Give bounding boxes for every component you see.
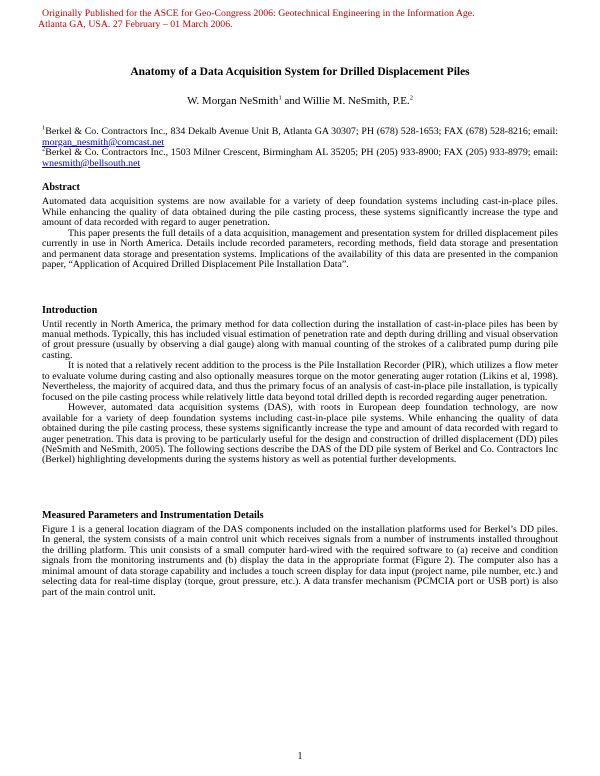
author-1-superscript: 1 (278, 94, 282, 102)
publication-notice-line2: Atlanta GA, USA. 27 February – 01 March 2006. (38, 19, 233, 30)
page-number: 1 (297, 751, 303, 762)
author-2-superscript: 2 (409, 94, 413, 102)
measured-parameters-paragraph-1: Figure 1 is a general location diagram of the DAS components included on the installation platforms used for Berkel’s DD piles. In general, the system consists of a main control unit which receives signals from a number of instruments installed throughout the drilling platform. This unit consists of a small computer hard-wired with the required software to (a) receive and condition signals from the monitoring instruments and (b) display the data in the appropriate format (Figure 2). The computer also has a minimal amount of data storage capability and includes a touch screen display for data input (project name, pile number, etc.) and selecting data for real-time display (torque, grout pressure, etc.). A data transfer mechanism (PCMCIA port or USB port) is also part of the main control unit. (42, 523, 558, 598)
introduction-paragraph-3: However, automated data acquisition systems (DAS), with roots in European deep foundation technology, are now available for a variety of deep foundation systems including cast-in-place pile systems. While enhancing the quality of data obtained during the pile casting process, these systems significantly increase the type and amount of data recorded with regard to auger penetration. This data is proving to be particularly useful for the design and construction of drilled displacement (DD) piles (NeSmith and NeSmith, 2005). The following sections describe the DAS of the DD pile system of Berkel and Co. Contractors Inc (Berkel) highlighting developments during the systems history as well as potential further developments. (42, 402, 558, 466)
affiliations-block (42, 124, 558, 169)
author-1: W. Morgan NeSmith (187, 95, 279, 107)
affiliation-2-superscript: 2 (42, 145, 46, 153)
affiliation-2-text: Berkel & Co. Contractors Inc., 1503 Milner Crescent, Birmingham AL 35205; PH (205) 933-8900; FAX (205) 933-8979; email: (45, 147, 558, 159)
introduction-paragraph-2: It is noted that a relatively recent addition to the process is the Pile Installation Recorder (PIR), which utilizes a flow meter to evaluate volume during casting and also optionally measures torque on the motor generating auger rotation (Likins et al, 1998). Nevertheless, the majority of acquired data, and thus the primary focus of an analysis of cast-in-place pile installation, is typically focused on the pile casting process while relatively little data beyond total drilled depth is recorded regarding auger penetration. (42, 360, 558, 403)
section-heading-introduction: Introduction (42, 304, 98, 316)
abstract-paragraph-1: Automated data acquisition systems are now available for a variety of deep foundation systems including cast-in-place piles. While enhancing the quality of data obtained during the pile casting process, these systems significantly increase the type and amount of data recorded with regard to auger penetration. (42, 196, 558, 229)
email-link-morgan[interactable]: morgan_nesmith@comcast.net (42, 136, 165, 148)
author-2: Willie M. NeSmith, P.E. (302, 95, 410, 107)
abstract-paragraph-2: This paper presents the full details of a data acquisition, management and presentation system for drilled displacement piles currently in use in North America. Details include recorded parameters, recording methods, field data storage and presentation and permanent data storage and presentation systems. Implications of the availability of this data are presented in the companion paper, “Application of Acquired Drilled Displacement Pile Installation Data”. (42, 227, 558, 271)
affiliation-1 (42, 124, 558, 148)
introduction-paragraph-1: Until recently in North America, the primary method for data collection during the installation of cast-in-place piles has been by manual methods. Typically, this has included visual estimation of penetration rate and depth during drilling and visual observation of grout pressure (usually by observing a dial gauge) along with manual counting of the strokes of a calibrated pump during pile casting. (42, 318, 558, 361)
publication-notice-line1: Originally Published for the ASCE for Geo-Congress 2006: Geotechnical Engineering in the Information Age. (42, 8, 475, 19)
authors-line (42, 95, 558, 107)
section-heading-measured-parameters: Measured Parameters and Instrumentation Details (42, 509, 264, 521)
affiliation-2 (42, 145, 558, 169)
publication-notice (38, 8, 558, 30)
authors-connector: and (281, 95, 303, 107)
email-link-wnesmith[interactable]: wnesmith@bellsouth.net (42, 157, 141, 169)
paper-title: Anatomy of a Data Acquisition System for Drilled Displacement Piles (130, 66, 470, 78)
affiliation-1-text: Berkel & Co. Contractors Inc., 834 Dekalb Avenue Unit B, Atlanta GA 30307; PH (678) 528-1653; FAX (678) 528-8216; email: (45, 126, 558, 137)
affiliation-1-superscript: 1 (42, 124, 46, 132)
section-heading-abstract: Abstract (42, 182, 80, 194)
